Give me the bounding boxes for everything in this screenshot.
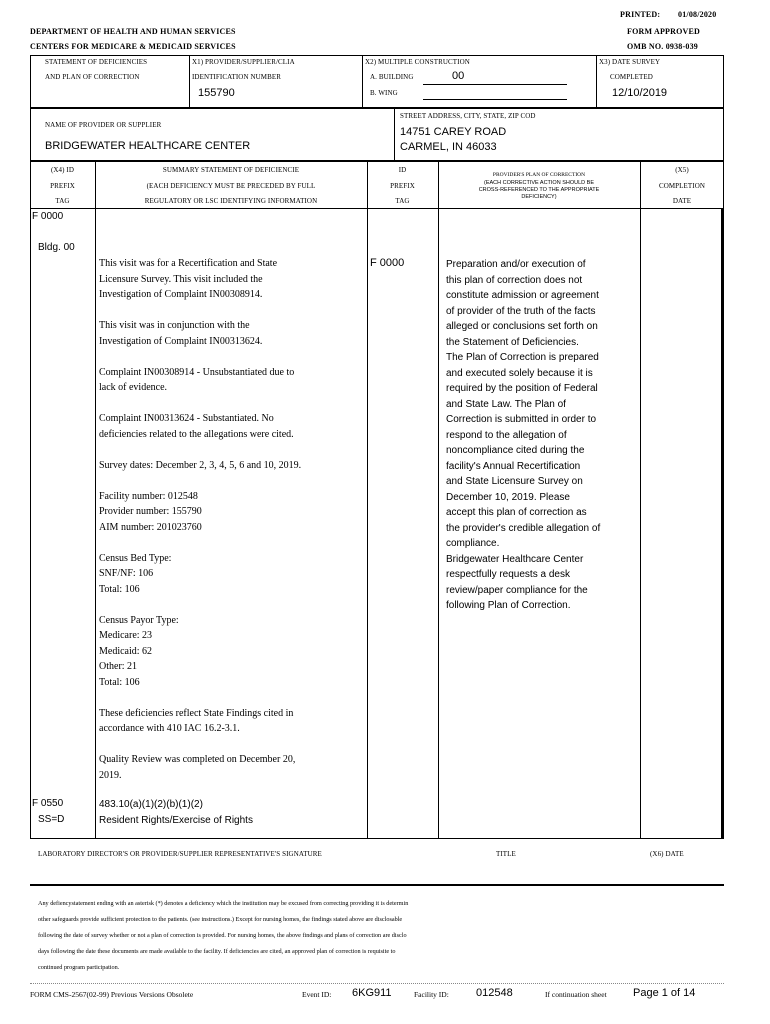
plan-header-4: DEFICIENCY) xyxy=(521,194,557,200)
summary-header-3: REGULATORY OR LSC IDENTIFYING INFORMATION xyxy=(144,197,318,205)
facility-id-value: 012548 xyxy=(476,987,513,999)
x4-header-3: TAG xyxy=(55,197,70,205)
id-header-3: TAG xyxy=(395,197,410,205)
event-id-label: Event ID: xyxy=(302,990,332,999)
street-address-label: STREET ADDRESS, CITY, STATE, ZIP COD xyxy=(400,112,536,120)
prefix-tag-f0000: F 0000 xyxy=(32,211,64,222)
printed-label: PRINTED: xyxy=(620,10,661,19)
form-number: FORM CMS-2567(02-99) Previous Versions Obsolete xyxy=(30,990,194,999)
summary-statement xyxy=(99,256,365,783)
provider-name-value: BRIDGEWATER HEALTHCARE CENTER xyxy=(45,140,251,152)
multiple-construction-label: X2) MULTIPLE CONSTRUCTION xyxy=(365,58,470,66)
footnote xyxy=(38,896,728,976)
x5-header-3: DATE xyxy=(672,197,692,205)
x5-header-1: (X5) xyxy=(675,166,689,174)
x4-header-2: PREFIX xyxy=(50,182,75,190)
summary-paragraph: This visit was for a Recertification and State Licensure Survey. This visit included the Investigation of Complaint IN00308914. xyxy=(99,258,278,300)
date-survey-label-2: COMPLETED xyxy=(610,73,653,81)
summary-paragraph: These deficiencies reflect State Findings cited in accordance with 410 IAC 16.2-3.1. xyxy=(99,707,294,734)
summary-header-2: (EACH DEFICIENCY MUST BE PRECEDED BY FULL xyxy=(146,182,316,190)
plan-header-3: CROSS-REFERENCED TO THE APPROPRIATE xyxy=(478,187,600,193)
provider-id-label-1: X1) PROVIDER/SUPPLIER/CLIA xyxy=(192,58,295,66)
plan-header-1: PROVIDER'S PLAN OF CORRECTION xyxy=(492,172,586,178)
provider-id-value: 155790 xyxy=(198,87,235,99)
building-label: A. BUILDING xyxy=(370,73,414,81)
summary-paragraph: Census Bed Type: SNF/NF: 106 Total: 106 xyxy=(99,552,172,595)
page-number: Page 1 of 14 xyxy=(633,987,696,999)
footnote-line: days following the date these documents are made available to the facility. If deficiencies are cited, an approved plan of correction is requisite to xyxy=(38,948,396,955)
provider-id-label-2: IDENTIFICATION NUMBER xyxy=(192,73,282,81)
summary-paragraph: This visit was in conjunction with the Investigation of Complaint IN00313624. xyxy=(99,320,263,347)
centers-heading: CENTERS FOR MEDICARE & MEDICAID SERVICES xyxy=(30,42,236,51)
x5-header-2: COMPLETION xyxy=(658,182,706,190)
summary-paragraph: Census Payor Type: Medicare: 23 Medicaid: 62 Other: 21 Total: 106 xyxy=(99,614,179,688)
statement-label-1: STATEMENT OF DEFICIENCIES xyxy=(45,58,148,66)
omb-number: OMB NO. 0938-039 xyxy=(627,42,698,51)
prefix-tag-f0550: F 0550 xyxy=(32,798,64,809)
date-survey-value: 12/10/2019 xyxy=(612,87,668,99)
statement-label-2: AND PLAN OF CORRECTION xyxy=(45,73,140,81)
summary-paragraph: Survey dates: December 2, 3, 4, 5, 6 and 10, 2019. xyxy=(99,459,302,471)
footnote-line: continued program participation. xyxy=(38,964,120,971)
plan-header-2: (EACH CORRECTIVE ACTION SHOULD BE xyxy=(483,180,595,186)
scope-severity-tag: SS=D xyxy=(38,814,65,825)
wing-label: B. WING xyxy=(370,89,398,97)
regulation-reference: 483.10(a)(1)(2)(b)(1)(2) xyxy=(99,799,203,810)
printed-date: 01/08/2020 xyxy=(678,10,717,19)
building-value: 00 xyxy=(452,70,465,82)
id-prefix-tag: F 0000 xyxy=(370,257,405,269)
signature-date-label: (X6) DATE xyxy=(650,850,684,858)
title-label: TITLE xyxy=(496,850,516,858)
provider-name-label: NAME OF PROVIDER OR SUPPLIER xyxy=(45,121,162,129)
event-id-value: 6KG911 xyxy=(352,987,392,999)
building-tag: Bldg. 00 xyxy=(38,242,75,253)
regulation-title: Resident Rights/Exercise of Rights xyxy=(99,815,253,826)
facility-id-label: Facility ID: xyxy=(414,990,449,999)
provider-box xyxy=(30,108,724,161)
plan-of-correction-text: Preparation and/or execution of this plan of correction does not constitute admission or agreement of provider of the truth of the facts alleged or conclusions set forth on the Statement of Deficiencies. The Plan of Correction is prepared and executed solely because it is required by the position of Federal and State Law. The Plan of Correction is submitted in order to respond to the allegation of noncompliance cited during the facility's Annual Recertification and State Licensure Survey on December 10, 2019. Please accept this plan of correction as the provider's credible allegation of compliance. Bridgewater Healthcare Center respectfully requests a desk review/paper compliance for the following Plan of Correction. xyxy=(446,259,601,611)
id-header-2: PREFIX xyxy=(390,182,415,190)
summary-paragraph: Quality Review was completed on December 20, 2019. xyxy=(99,754,296,781)
footnote-line: other safeguards provide sufficient protection to the patients. (see instructions.) Except for nursing homes, the findings stated above are disclosable xyxy=(38,916,403,923)
continuation-label: If continuation sheet xyxy=(545,990,607,999)
summary-header-1: SUMMARY STATEMENT OF DEFICIENCIE xyxy=(162,166,300,174)
summary-paragraph: Complaint IN00308914 - Unsubstantiated due to lack of evidence. xyxy=(99,366,295,393)
summary-paragraph: Facility number: 012548 Provider number: 155790 AIM number: 201023760 xyxy=(99,490,202,533)
footnote-line: following the date of survey whether or not a plan of correction is provided. For nursing homes, the above findings and plans of correction are disclo xyxy=(38,932,407,939)
signature-label: LABORATORY DIRECTOR'S OR PROVIDER/SUPPLIER REPRESENTATIVE'S SIGNATURE xyxy=(38,850,322,858)
form-approved-label: FORM APPROVED xyxy=(627,27,701,36)
street-address-line1: 14751 CAREY ROAD xyxy=(400,126,507,138)
department-heading: DEPARTMENT OF HEALTH AND HUMAN SERVICES xyxy=(30,27,236,36)
id-header-1: ID xyxy=(398,166,407,174)
footnote-line: Any defiencystatement ending with an asterisk (*) denotes a deficiency which the institution may be excused from correcting providing it is determin xyxy=(38,900,409,907)
x4-header-1: (X4) ID xyxy=(50,166,75,174)
summary-paragraph: Complaint IN00313624 - Substantiated. No deficiencies related to the allegations were cited. xyxy=(99,413,294,440)
street-address-line2: CARMEL, IN 46033 xyxy=(400,141,497,153)
date-survey-label-1: X3) DATE SURVEY xyxy=(599,58,661,66)
